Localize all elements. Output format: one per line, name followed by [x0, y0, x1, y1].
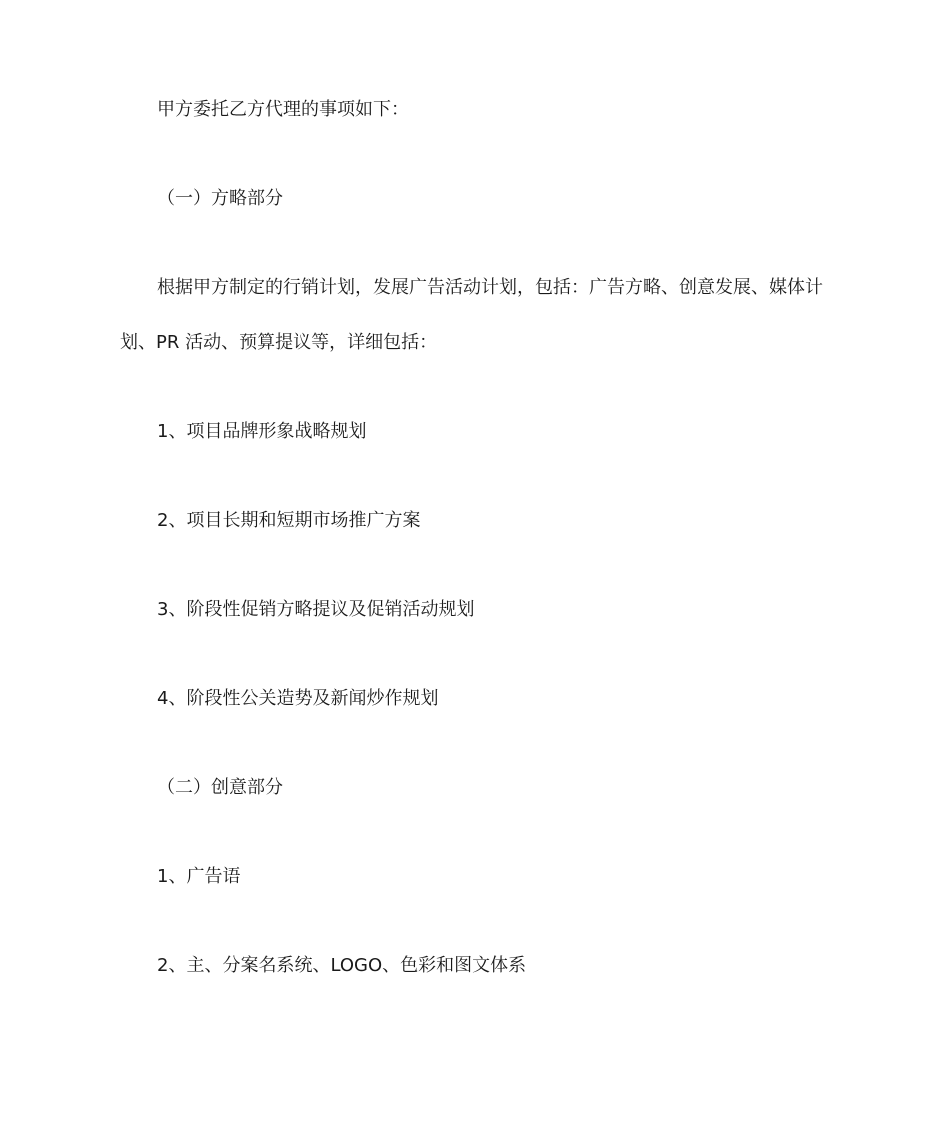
section1-paragraph-line1: 根据甲方制定的行销计划，发展广告活动计划，包括：广告方略、创意发展、媒体计	[157, 277, 823, 298]
list-item: 2、主、分案名系统、LOGO、色彩和图文体系	[157, 955, 527, 976]
section1-paragraph-line2: 划、PR 活动、预算提议等，详细包括：	[120, 332, 438, 353]
list-item: 1、广告语	[157, 866, 241, 887]
section1-heading: （一）方略部分	[157, 188, 283, 209]
section2-heading: （二）创意部分	[157, 777, 283, 798]
list-item: 3、阶段性促销方略提议及促销活动规划	[157, 599, 475, 620]
list-item: 1、项目品牌形象战略规划	[157, 421, 367, 442]
intro-text: 甲方委托乙方代理的事项如下：	[157, 99, 409, 120]
list-item: 4、阶段性公关造势及新闻炒作规划	[157, 688, 439, 709]
list-item: 2、项目长期和短期市场推广方案	[157, 510, 421, 531]
